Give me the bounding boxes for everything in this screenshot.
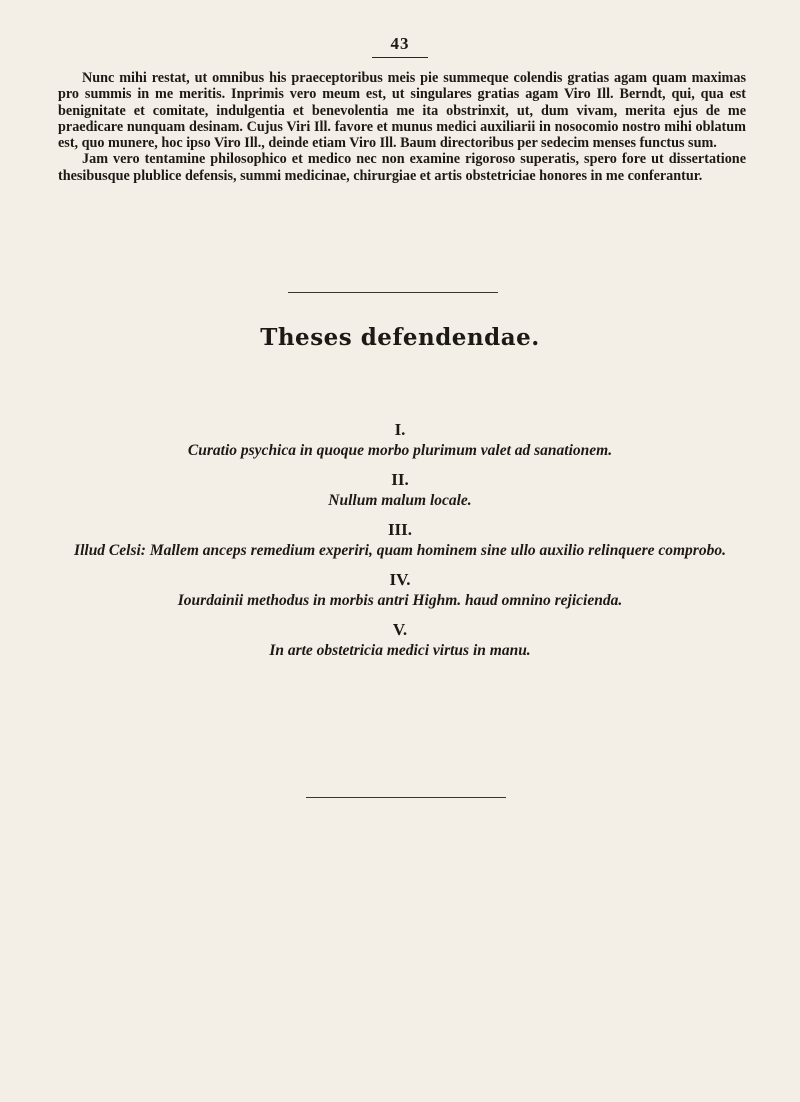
thesis-text: Curatio psychica in quoque morbo plurimum valet ad sanationem. (187, 442, 613, 459)
thesis-item-4 (30, 570, 770, 610)
thesis-item-3 (30, 520, 770, 560)
paragraph-1: Nunc mihi restat, ut omnibus his praeceptoribus meis pie summeque colendis gratias agam quam maximas pro summis in me meritis. Inprimis vero meum est, ut singulares gratias agam Viro Ill. Berndt, qui, qua est benignitate et comitate, indulgentia et benevolentia me ita obstrinxit, ut, dum vivam, merita ejus de me praedicare nunquam desinam. Cujus Viri Ill. favore et munus medici auxiliarii in nosocomio nostro mihi oblatum est, quo munere, hoc ipso Viro Ill., deinde etiam Viro Ill. Baum directoribus per sedecim menses functus sum. (58, 70, 746, 152)
thesis-number: II. (391, 470, 409, 489)
paragraph-2: Jam vero tentamine philosophico et medico nec non examine rigoroso superatis, spero fore ut dissertatione thesibusque plublice defensis, summi medicinae, chirurgiae et artis obstetriciae honores in me conferantur. (58, 151, 746, 184)
thesis-text: Iourdainii methodus in morbis antri Highm. haud omnino rejicienda. (177, 592, 623, 609)
theses-list (30, 420, 770, 670)
thesis-number: I. (394, 420, 406, 439)
thesis-number: IV. (389, 570, 411, 589)
page-heading: Theses defendendae. (260, 324, 540, 351)
thesis-item-2 (30, 470, 770, 510)
thesis-text: In arte obstetricia medici virtus in manu. (269, 642, 531, 659)
thesis-text: Illud Celsi: Mallem anceps remedium experiri, quam hominem sine ullo auxilio relinquere comprobo. (74, 542, 726, 559)
divider-rule-top (288, 292, 498, 293)
thesis-item-1 (30, 420, 770, 460)
thesis-item-5 (30, 620, 770, 660)
thesis-number: III. (387, 520, 413, 539)
thesis-text: Nullum malum locale. (328, 492, 472, 509)
thesis-number: V. (392, 620, 408, 639)
divider-rule-bottom (306, 797, 506, 798)
page-number: 43 (390, 34, 410, 53)
page-number-underline (372, 57, 428, 58)
acknowledgement-text (58, 70, 746, 184)
